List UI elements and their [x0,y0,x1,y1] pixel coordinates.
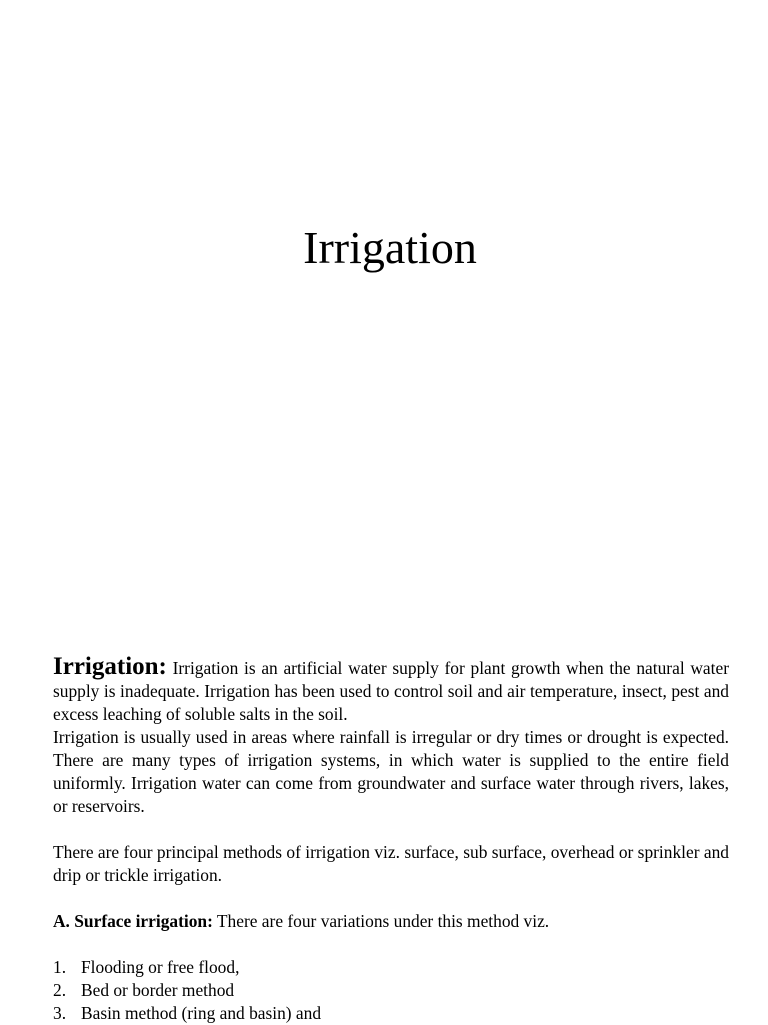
surface-methods-list [53,956,729,1025]
paragraph-spacer [53,818,729,841]
paragraph-spacer [53,933,729,956]
document-title: Irrigation [303,222,477,273]
list-item-number: 3. [53,1003,67,1023]
list-item-number: 1. [53,957,67,977]
intro-text: Irrigation is an artificial water supply for plant growth when the natural water supply is inadequate. Irrigation has been used to control soil and air temperature, insect, pest and excess leaching of soluble salts in the soil. [53,658,729,724]
list-item-label: Bed or border method [81,980,235,1000]
surface-irrigation-heading: A. Surface irrigation: [53,911,213,931]
document-body [53,655,729,1025]
surface-irrigation-text: There are four variations under this method viz. [212,911,550,931]
list-item-number: 2. [53,980,67,1000]
list-item-label: Basin method (ring and basin) and [81,1003,322,1023]
intro-term: Irrigation: [53,653,167,680]
list-item [53,979,729,1002]
paragraph-spacer [53,887,729,910]
methods-paragraph: There are four principal methods of irrigation viz. surface, sub surface, overhead or sprinkler and drip or trickle irrigation. [53,842,729,885]
surface-irrigation-paragraph [53,910,729,933]
rainfall-paragraph: Irrigation is usually used in areas where rainfall is irregular or dry times or drought is expected. There are many types of irrigation systems, in which water is supplied to the entire field uniformly. Irrigation water can come from groundwater and surface water through rivers, lakes, or reservoirs. [53,727,729,816]
intro-paragraph [53,655,729,726]
list-item-label: Flooding or free flood, [81,957,240,977]
list-item [53,1002,729,1025]
list-item [53,956,729,979]
